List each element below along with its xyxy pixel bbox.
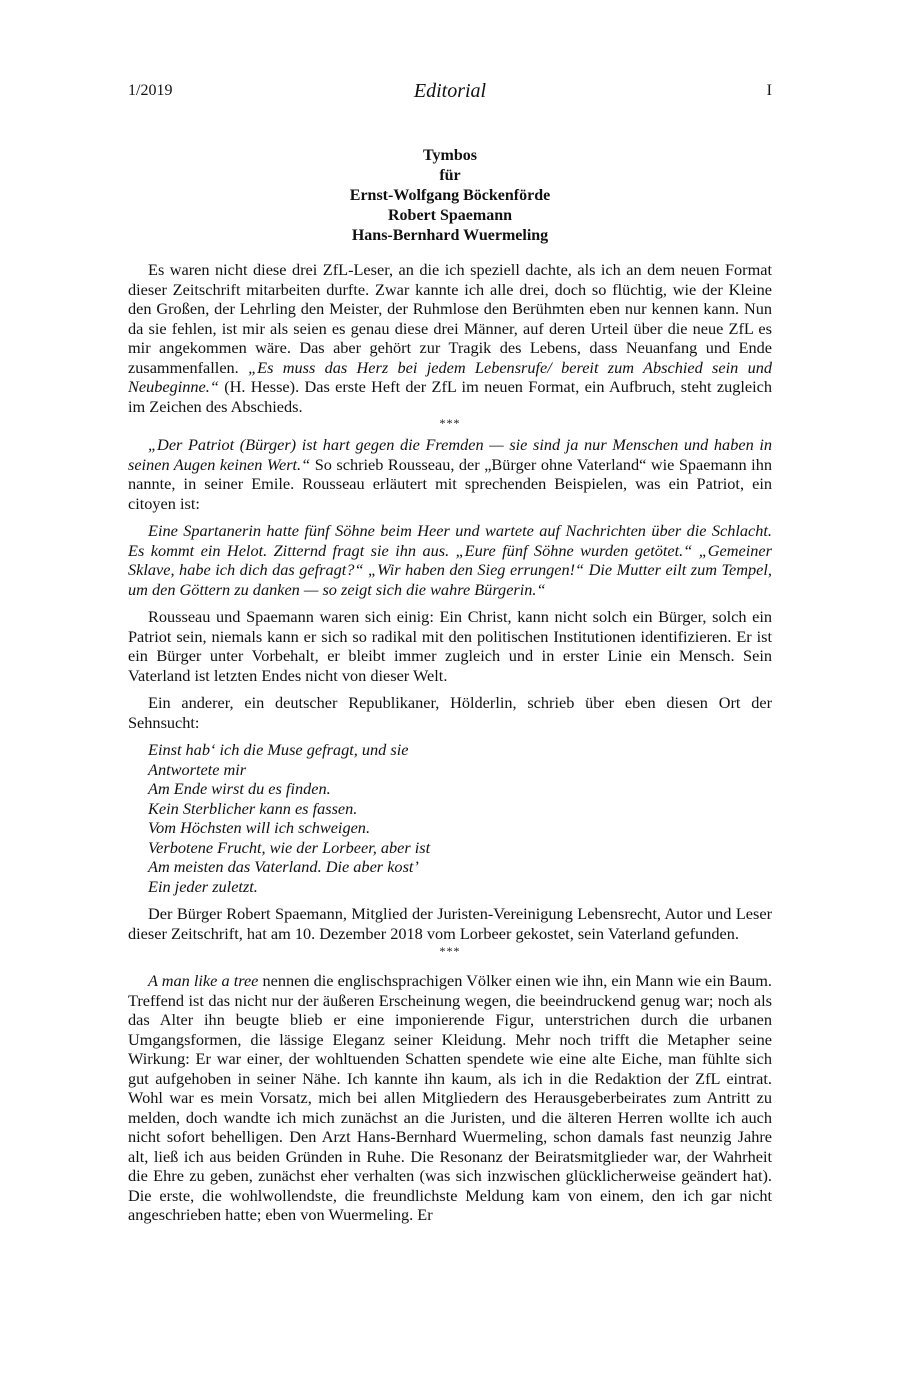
poem-line: Am Ende wirst du es finden. xyxy=(148,779,331,798)
paragraph: Ein anderer, ein deutscher Republikaner, Hölderlin, schrieb über eben diesen Ort der Sehnsucht: xyxy=(128,693,772,732)
poem xyxy=(148,740,772,896)
paragraph: Rousseau und Spaemann waren sich einig: Ein Christ, kann nicht solch ein Bürger, solch ein Patriot sein, niemals kann er sich so radikal mit den politischen Institutionen identifizieren. Er ist ein Bürger unter Vorbehalt, er bleibt immer zugleich und in erster Linie ein Mensch. Sein Vaterland ist letzten Endes nicht von dieser Welt. xyxy=(128,607,772,685)
title-line: Robert Spaemann xyxy=(387,207,512,224)
page-number: I xyxy=(766,82,772,99)
poem-line: Vom Höchsten will ich schweigen. xyxy=(148,818,371,837)
paragraph: Es waren nicht diese drei ZfL-Leser, an die ich speziell dachte, als ich an dem neuen Format dieser Zeitschrift mitarbeiten durfte. Zwar kannte ich alle drei, doch so flüchtig, wie der Kleine den Großen, der Lehrling den Meister, der Ruhmlose den Berühmten eben nur kennen kann. Nun da sie fehlen, ist mir als seien es genau diese drei Männer, auf deren Urteil über die neue ZfL es mir angekommen wäre. Das aber gehört zur Tragik des Lebens, dass Neuanfang und Ende zusammenfallen. „Es muss das Herz bei jedem Lebensrufe/ bereit zum Abschied sein und Neubeginne.“ (H. Hesse). Das erste Heft der ZfL im neuen Format, ein Aufbruch, steht zugleich im Zeichen des Abschieds. xyxy=(128,260,773,416)
title-line: für xyxy=(439,167,461,184)
poem-line: Antwortete mir xyxy=(148,759,247,779)
block-quote: Eine Spartanerin hatte fünf Söhne beim Heer und wartete auf Nachrichten über die Schlacht. Es kommt ein Helot. Zitternd fragt sie ihn aus. „Eure fünf Söhne wurden getötet.“ „Gemeiner Sklave, habe ich dich das gefragt?“ „Wir haben den Sieg errungen!“ Die Mutter eilt zum Tempel, um den Göttern zu danken — so zeigt sich die wahre Bürgerin.“ xyxy=(128,521,772,599)
poem-line: Kein Sterblicher kann es fassen. xyxy=(148,798,358,818)
section-separator: *** xyxy=(439,416,461,430)
section-title: Editorial xyxy=(413,80,487,102)
paragraph: „Der Patriot (Bürger) ist hart gegen die Fremden — sie sind ja nur Menschen und haben in seinen Augen keinen Wert.“ So schrieb Rousseau, der „Bürger ohne Vaterland“ wie Spaemann ihn nannte, in seiner Emile. Rousseau erläutert mit sprechenden Beispielen, was ein Patriot, ein citoyen ist: xyxy=(128,435,772,513)
page xyxy=(128,78,772,1225)
poem-line: Einst hab‘ ich die Muse gefragt, und sie xyxy=(148,740,409,759)
title-line: Tymbos xyxy=(423,147,477,164)
issue-number: 1/2019 xyxy=(128,82,173,99)
paragraph: A man like a tree nennen die englischsprachigen Völker einen wie ihn, ein Mann wie ein Baum. Treffend ist das nicht nur der äußeren Erscheinung wegen, die beeindruckend genug war; noch als das Alter ihn beugte blieb er eine imponierende Figur, unterstrichen durch die urbanen Umgangsformen, die lässige Eleganz seiner Kleidung. Mehr noch trifft die Metapher seine Wirkung: Er war einer, der wohltuenden Schatten spendete wie eine alte Eiche, man fühlte sich gut aufgehoben in seiner Nähe. Ich kannte ihn kaum, als ich in die Redaktion der ZfL eintrat. Wohl war es mein Vorsatz, mich bei allen Mitgliedern des Herausgeberbeirates zum Antritt zu melden, doch wandte ich mich zunächst an die Juristen, und die älteren Herren wollte ich auch nicht sofort behelligen. Den Arzt Hans-Bernhard Wuermeling, schon damals fast neunzig Jahre alt, ließ ich aus beiden Gründen in Ruhe. Die Resonanz der Beiratsmitglieder war, der Wahrheit die Ehre zu geben, zunächst eher verhalten (was sich inzwischen glücklicherweise geändert hat). Die erste, die wohlwollendste, die freundlichste Meldung kam von einem, den ich gar nicht angeschrieben hatte; eben von Wuermeling. Er xyxy=(128,971,772,1224)
poem-line: Ein jeder zuletzt. xyxy=(148,876,258,896)
running-header xyxy=(128,78,772,108)
poem-line: Verbotene Frucht, wie der Lorbeer, aber ist xyxy=(148,837,431,857)
article-body xyxy=(128,260,772,1225)
title-line: Ernst-Wolfgang Böckenförde xyxy=(349,187,551,204)
paragraph: Der Bürger Robert Spaemann, Mitglied der Juristen-Vereinigung Lebensrecht, Autor und Leser dieser Zeitschrift, hat am 10. Dezember 2018 vom Lorbeer gekostet, sein Vaterland gefunden. xyxy=(128,904,772,943)
poem-line: Am meisten das Vaterland. Die aber kost’ xyxy=(148,857,419,876)
article-title xyxy=(128,146,772,246)
section-separator: *** xyxy=(439,944,461,958)
title-line: Hans-Bernhard Wuermeling xyxy=(351,227,549,244)
